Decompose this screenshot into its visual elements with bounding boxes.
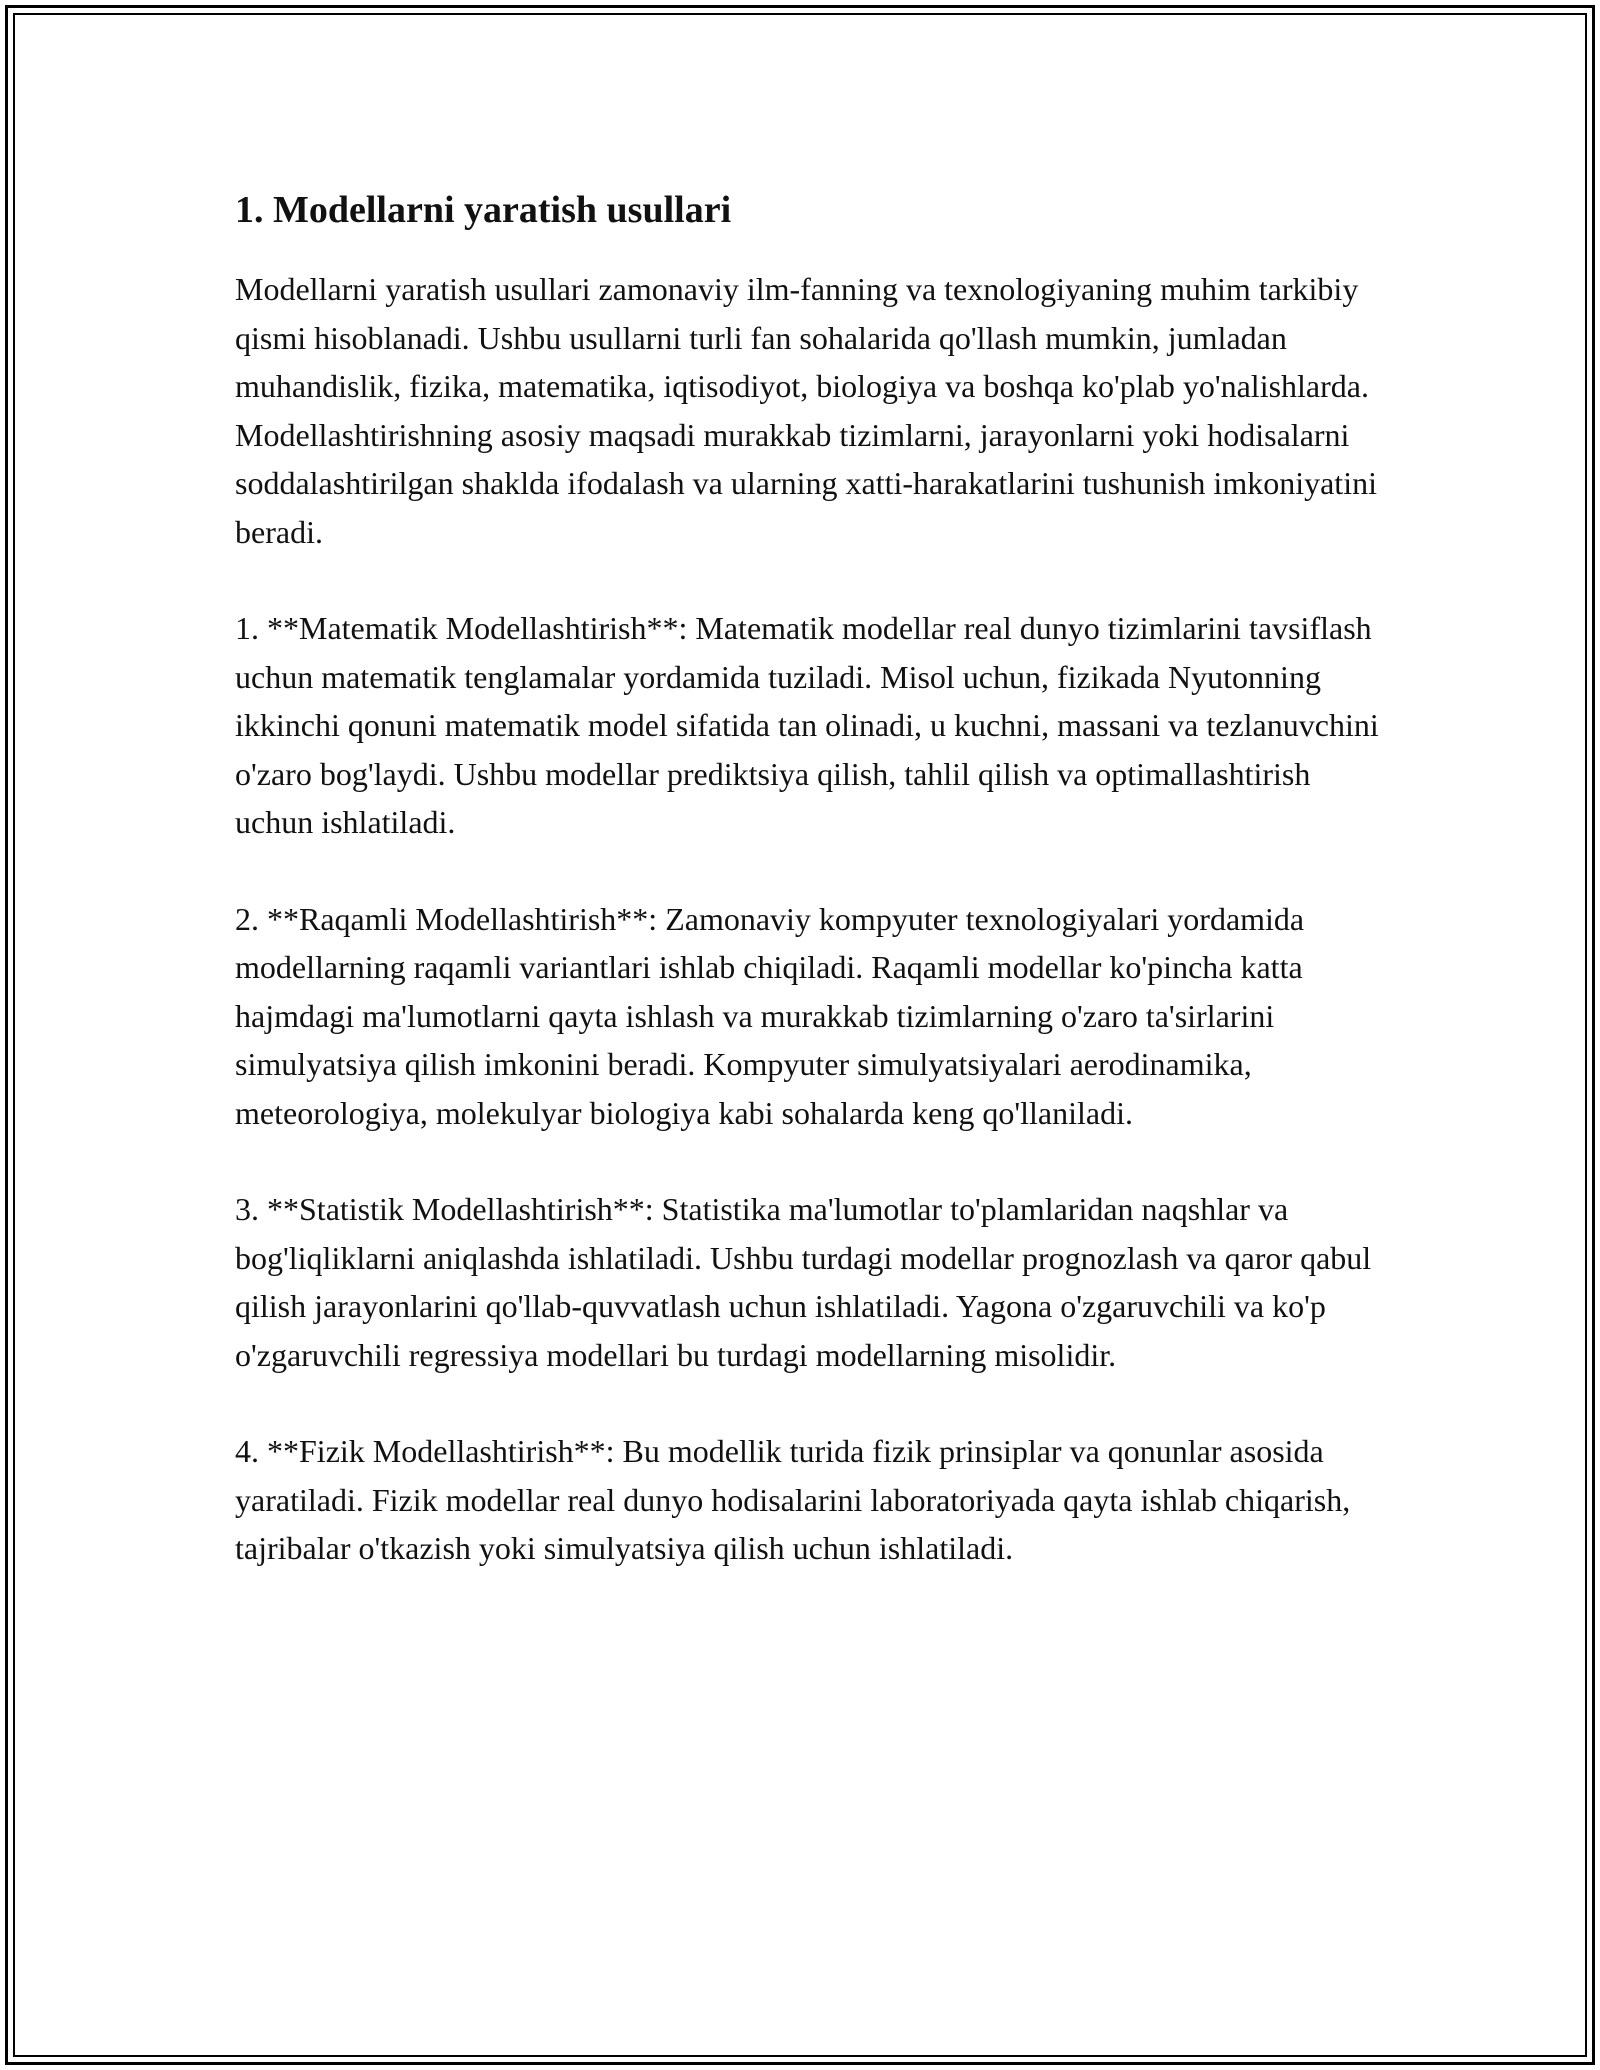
document-body (235, 185, 1395, 1621)
section-heading: 1. Modellarni yaratish usullari (235, 189, 732, 231)
list-item-statistical-modeling: 3. **Statistik Modellashtirish**: Statistika ma'lumotlar to'plamlaridan naqshlar va bog'liqliklarni aniqlashda ishlatiladi. Ushbu turdagi modellar prognozlash va qaror qabul qilish jarayonlarini qo'llab-quvvatlash uchun ishlatiladi. Yagona o'zgaruvchili va ko'p o'zgaruvchili regressiya modellari bu turdagi modellarning misolidir. (235, 1191, 1372, 1373)
list-item-digital-modeling: 2. **Raqamli Modellashtirish**: Zamonaviy kompyuter texnologiyalari yordamida modellarning raqamli variantlari ishlab chiqiladi. Raqamli modellar ko'pincha katta hajmdagi ma'lumotlarni qayta ishlash va murakkab tizimlarning o'zaro ta'sirlarini simulyatsiya qilish imkonini beradi. Kompyuter simulyatsiyalari aerodinamika, meteorologiya, molekulyar biologiya kabi sohalarda keng qo'llaniladi. (235, 900, 1305, 1131)
list-item-mathematical-modeling: 1. **Matematik Modellashtirish**: Matematik modellar real dunyo tizimlarini tavsiflash uchun matematik tenglamalar yordamida tuziladi. Misol uchun, fizikada Nyutonning ikkinchi qonuni matematik model sifatida tan olinadi, u kuchni, massani va tezlanuvchini o'zaro bog'laydi. Ushbu modellar prediktsiya qilish, tahlil qilish va optimallashtirish uchun ishlatiladi. (235, 610, 1379, 840)
list-item-physical-modeling: 4. **Fizik Modellashtirish**: Bu modellik turida fizik prinsiplar va qonunlar asosida yaratiladi. Fizik modellar real dunyo hodisalarini laboratoriyada qayta ishlab chiqarish, tajribalar o'tkazish yoki simulyatsiya qilish uchun ishlatiladi. (235, 1433, 1351, 1566)
intro-paragraph: Modellarni yaratish usullari zamonaviy ilm-fanning va texnologiyaning muhim tarkibiy qismi hisoblanadi. Ushbu usullarni turli fan sohalarida qo'llash mumkin, jumladan muhandislik, fizika, matematika, iqtisodiyot, biologiya va boshqa ko'plab yo'nalishlarda. Modellashtirishning asosiy maqsadi murakkab tizimlarni, jarayonlarni yoki hodisalarni soddalashtirilgan shaklda ifodalash va ularning xatti-harakatlarini tushunish imkoniyatini beradi. (235, 271, 1377, 550)
